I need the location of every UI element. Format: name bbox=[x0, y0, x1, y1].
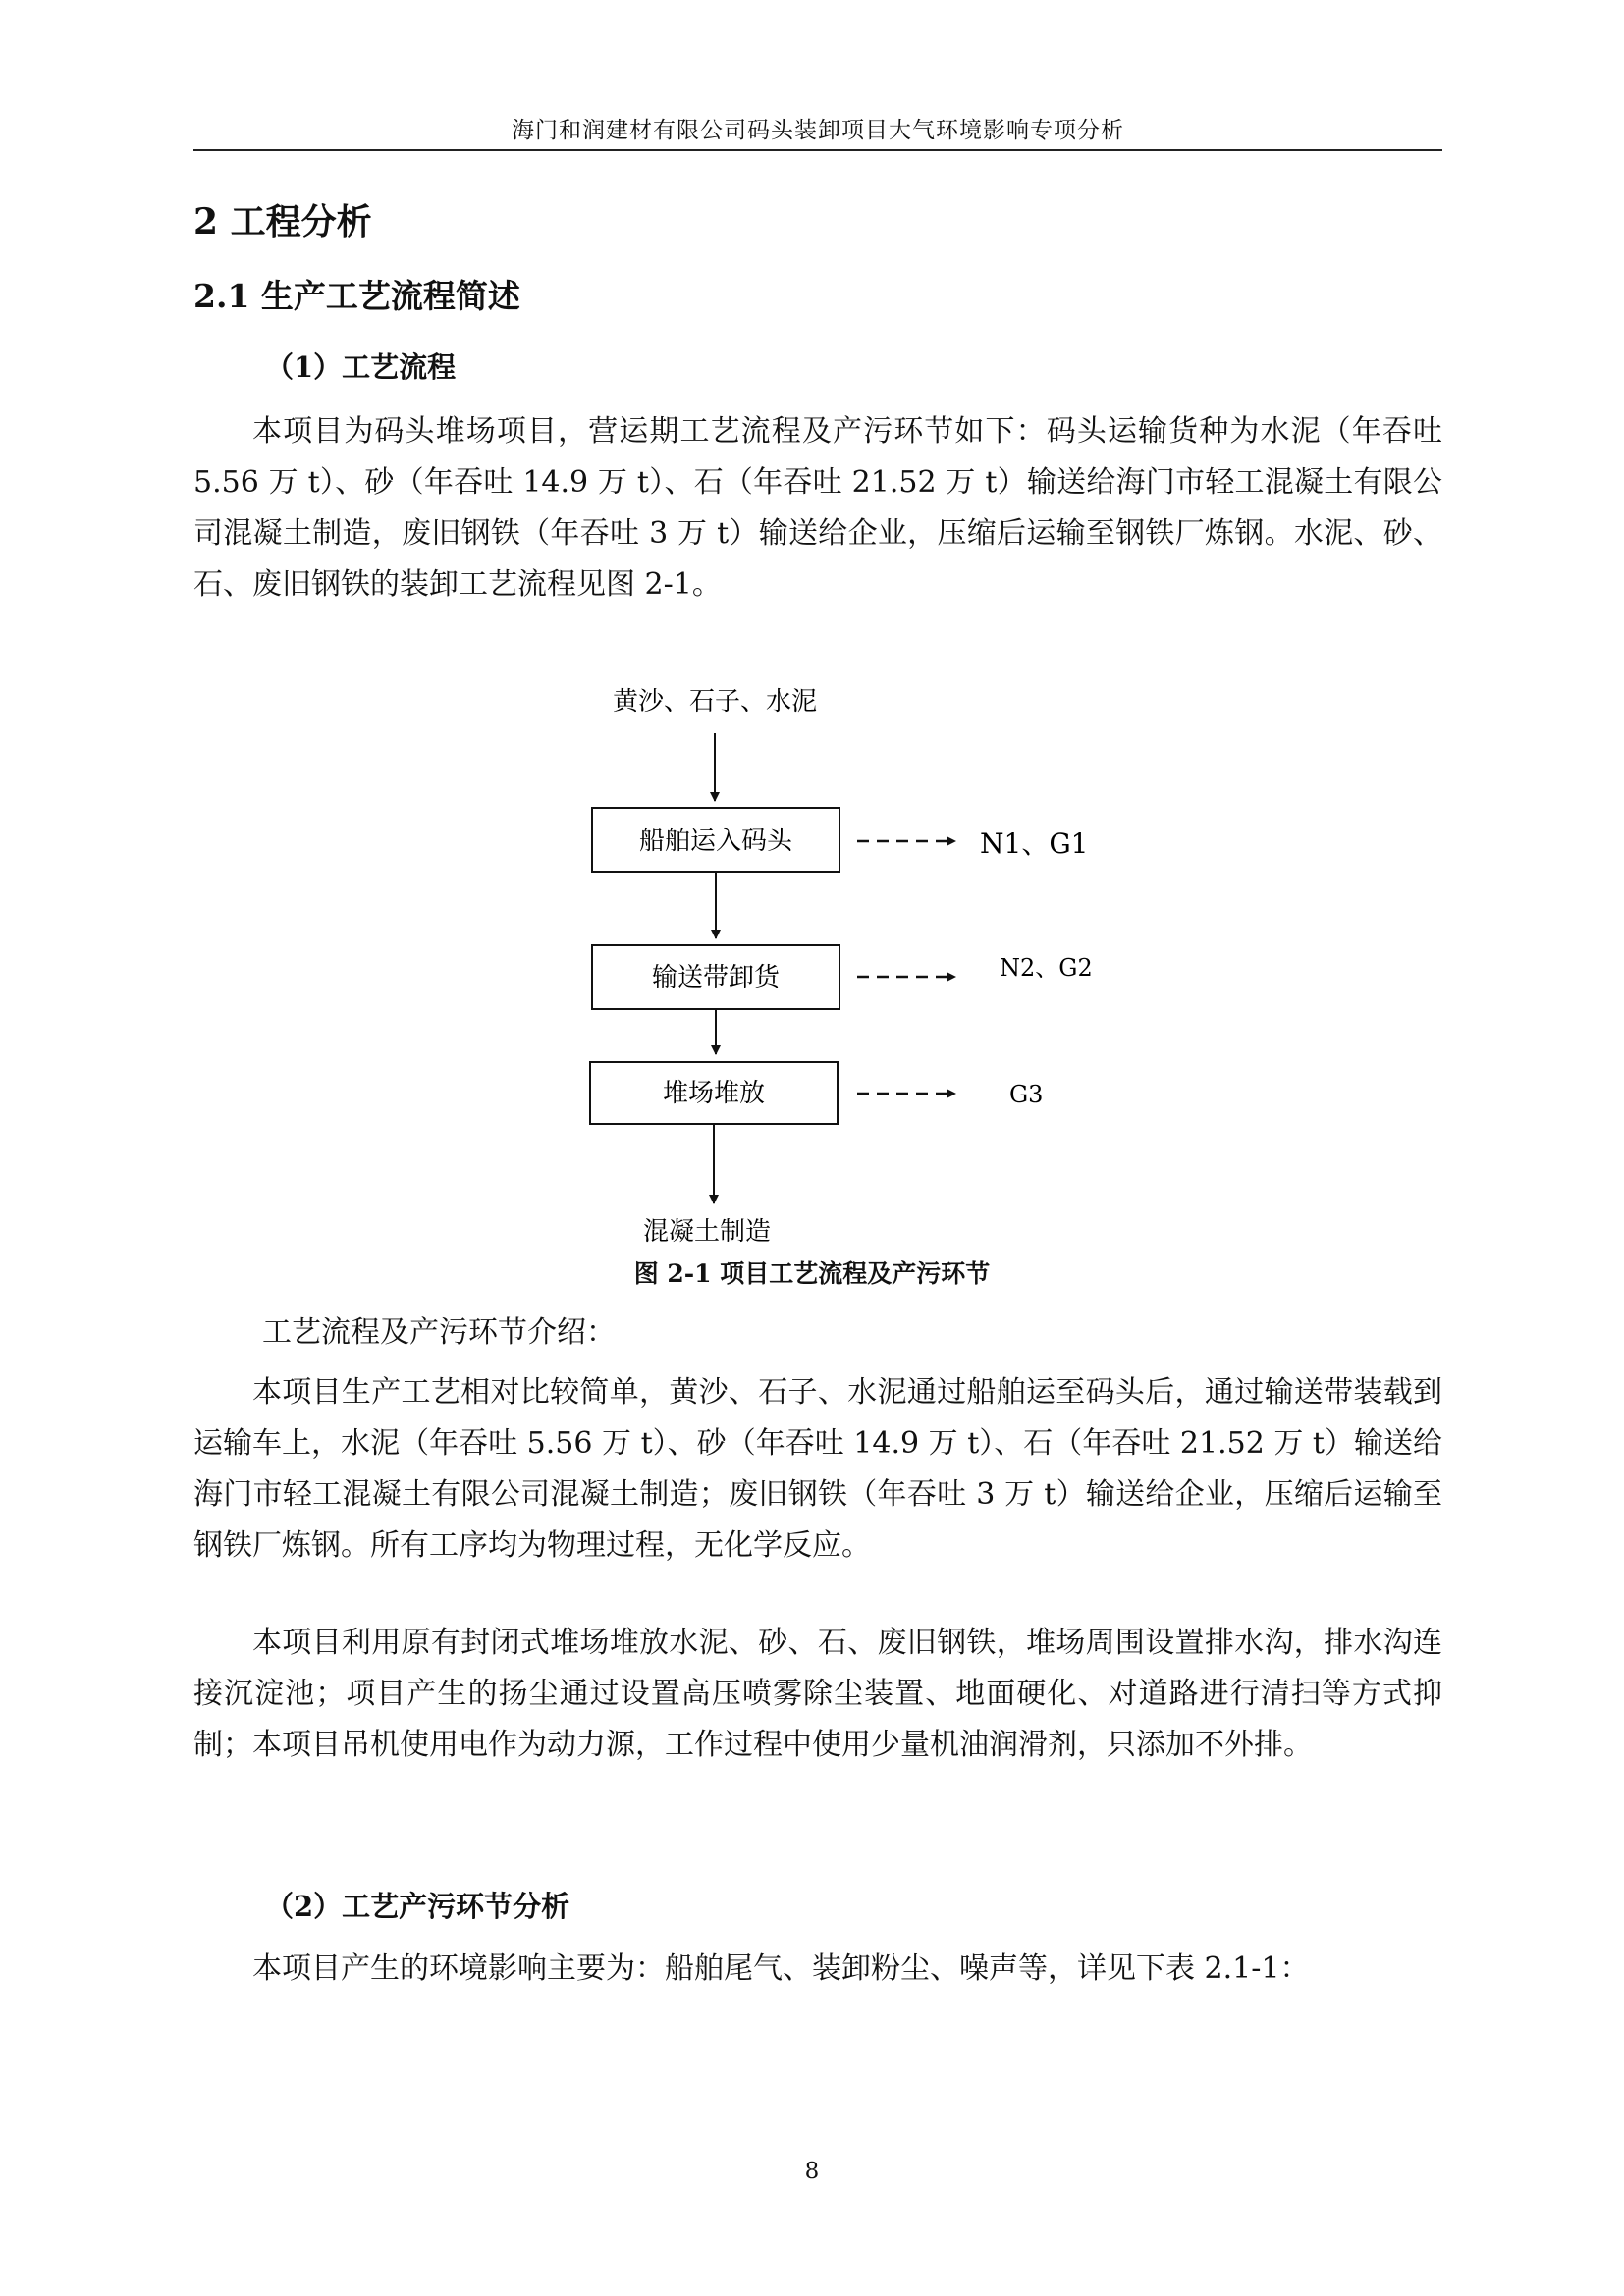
flow-step-label-1: 船舶运入码头 bbox=[638, 827, 793, 856]
intro-heading: 工艺流程及产污环节介绍： bbox=[262, 1315, 616, 1350]
subsection-title: 2.1 生产工艺流程简述 bbox=[193, 277, 520, 315]
flow-output-label-2: N2、G2 bbox=[1000, 954, 1093, 982]
paragraph-2: 本项目生产工艺相对比较简单，黄沙、石子、水泥通过船舶运至码头后，通过输送带装载到运输车上，水泥（年吞吐 5.56 万 t）、砂（年吞吐 14.9 万 t）、石（年吞吐 21.52 万 t）输送给海门市轻工混凝土有限公司混凝土制造；废旧钢铁（年吞吐 3 万 t）输送给企业，压缩后运输至钢铁厂炼钢。所有工序均为物理过程，无化学反应。 bbox=[193, 1375, 1442, 1563]
paragraph-4: 本项目产生的环境影响主要为：船舶尾气、装卸粉尘、噪声等，详见下表 2.1-1： bbox=[252, 1951, 1310, 1986]
page-header: 海门和润建材有限公司码头装卸项目大气环境影响专项分析 bbox=[512, 118, 1124, 143]
figure-caption: 图 2-1 项目工艺流程及产污环节 bbox=[633, 1259, 991, 1288]
flow-input-label: 黄沙、石子、水泥 bbox=[612, 687, 818, 717]
part2-title: （2）工艺产污环节分析 bbox=[265, 1890, 570, 1923]
page-number: 8 bbox=[804, 2159, 820, 2184]
flow-step-label-2: 输送带卸货 bbox=[651, 963, 781, 992]
flow-step-label-3: 堆场堆放 bbox=[662, 1079, 766, 1108]
paragraph-3: 本项目利用原有封闭式堆场堆放水泥、砂、石、废旧钢铁，堆场周围设置排水沟，排水沟连接沉淀池；项目产生的扬尘通过设置高压喷雾除尘装置、地面硬化、对道路进行清扫等方式抑制；本项目吊机使用电作为动力源，工作过程中使用少量机油润滑剂，只添加不外排。 bbox=[193, 1626, 1442, 1762]
paragraph-1: 本项目为码头堆场项目，营运期工艺流程及产污环节如下：码头运输货种为水泥（年吞吐 5.56 万 t）、砂（年吞吐 14.9 万 t）、石（年吞吐 21.52 万 t）输送给海门市轻工混凝土有限公司混凝土制造，废旧钢铁（年吞吐 3 万 t）输送给企业，压缩后运输至钢铁厂炼钢。水泥、砂、石、废旧钢铁的装卸工艺流程见图 2-1。 bbox=[193, 414, 1442, 602]
section-title: 2 工程分析 bbox=[193, 201, 372, 242]
flow-final-label: 混凝土制造 bbox=[642, 1217, 772, 1247]
part1-title: （1）工艺流程 bbox=[265, 350, 457, 384]
flow-output-label-1: N1、G1 bbox=[980, 828, 1089, 860]
flow-output-label-3: G3 bbox=[1009, 1081, 1044, 1108]
